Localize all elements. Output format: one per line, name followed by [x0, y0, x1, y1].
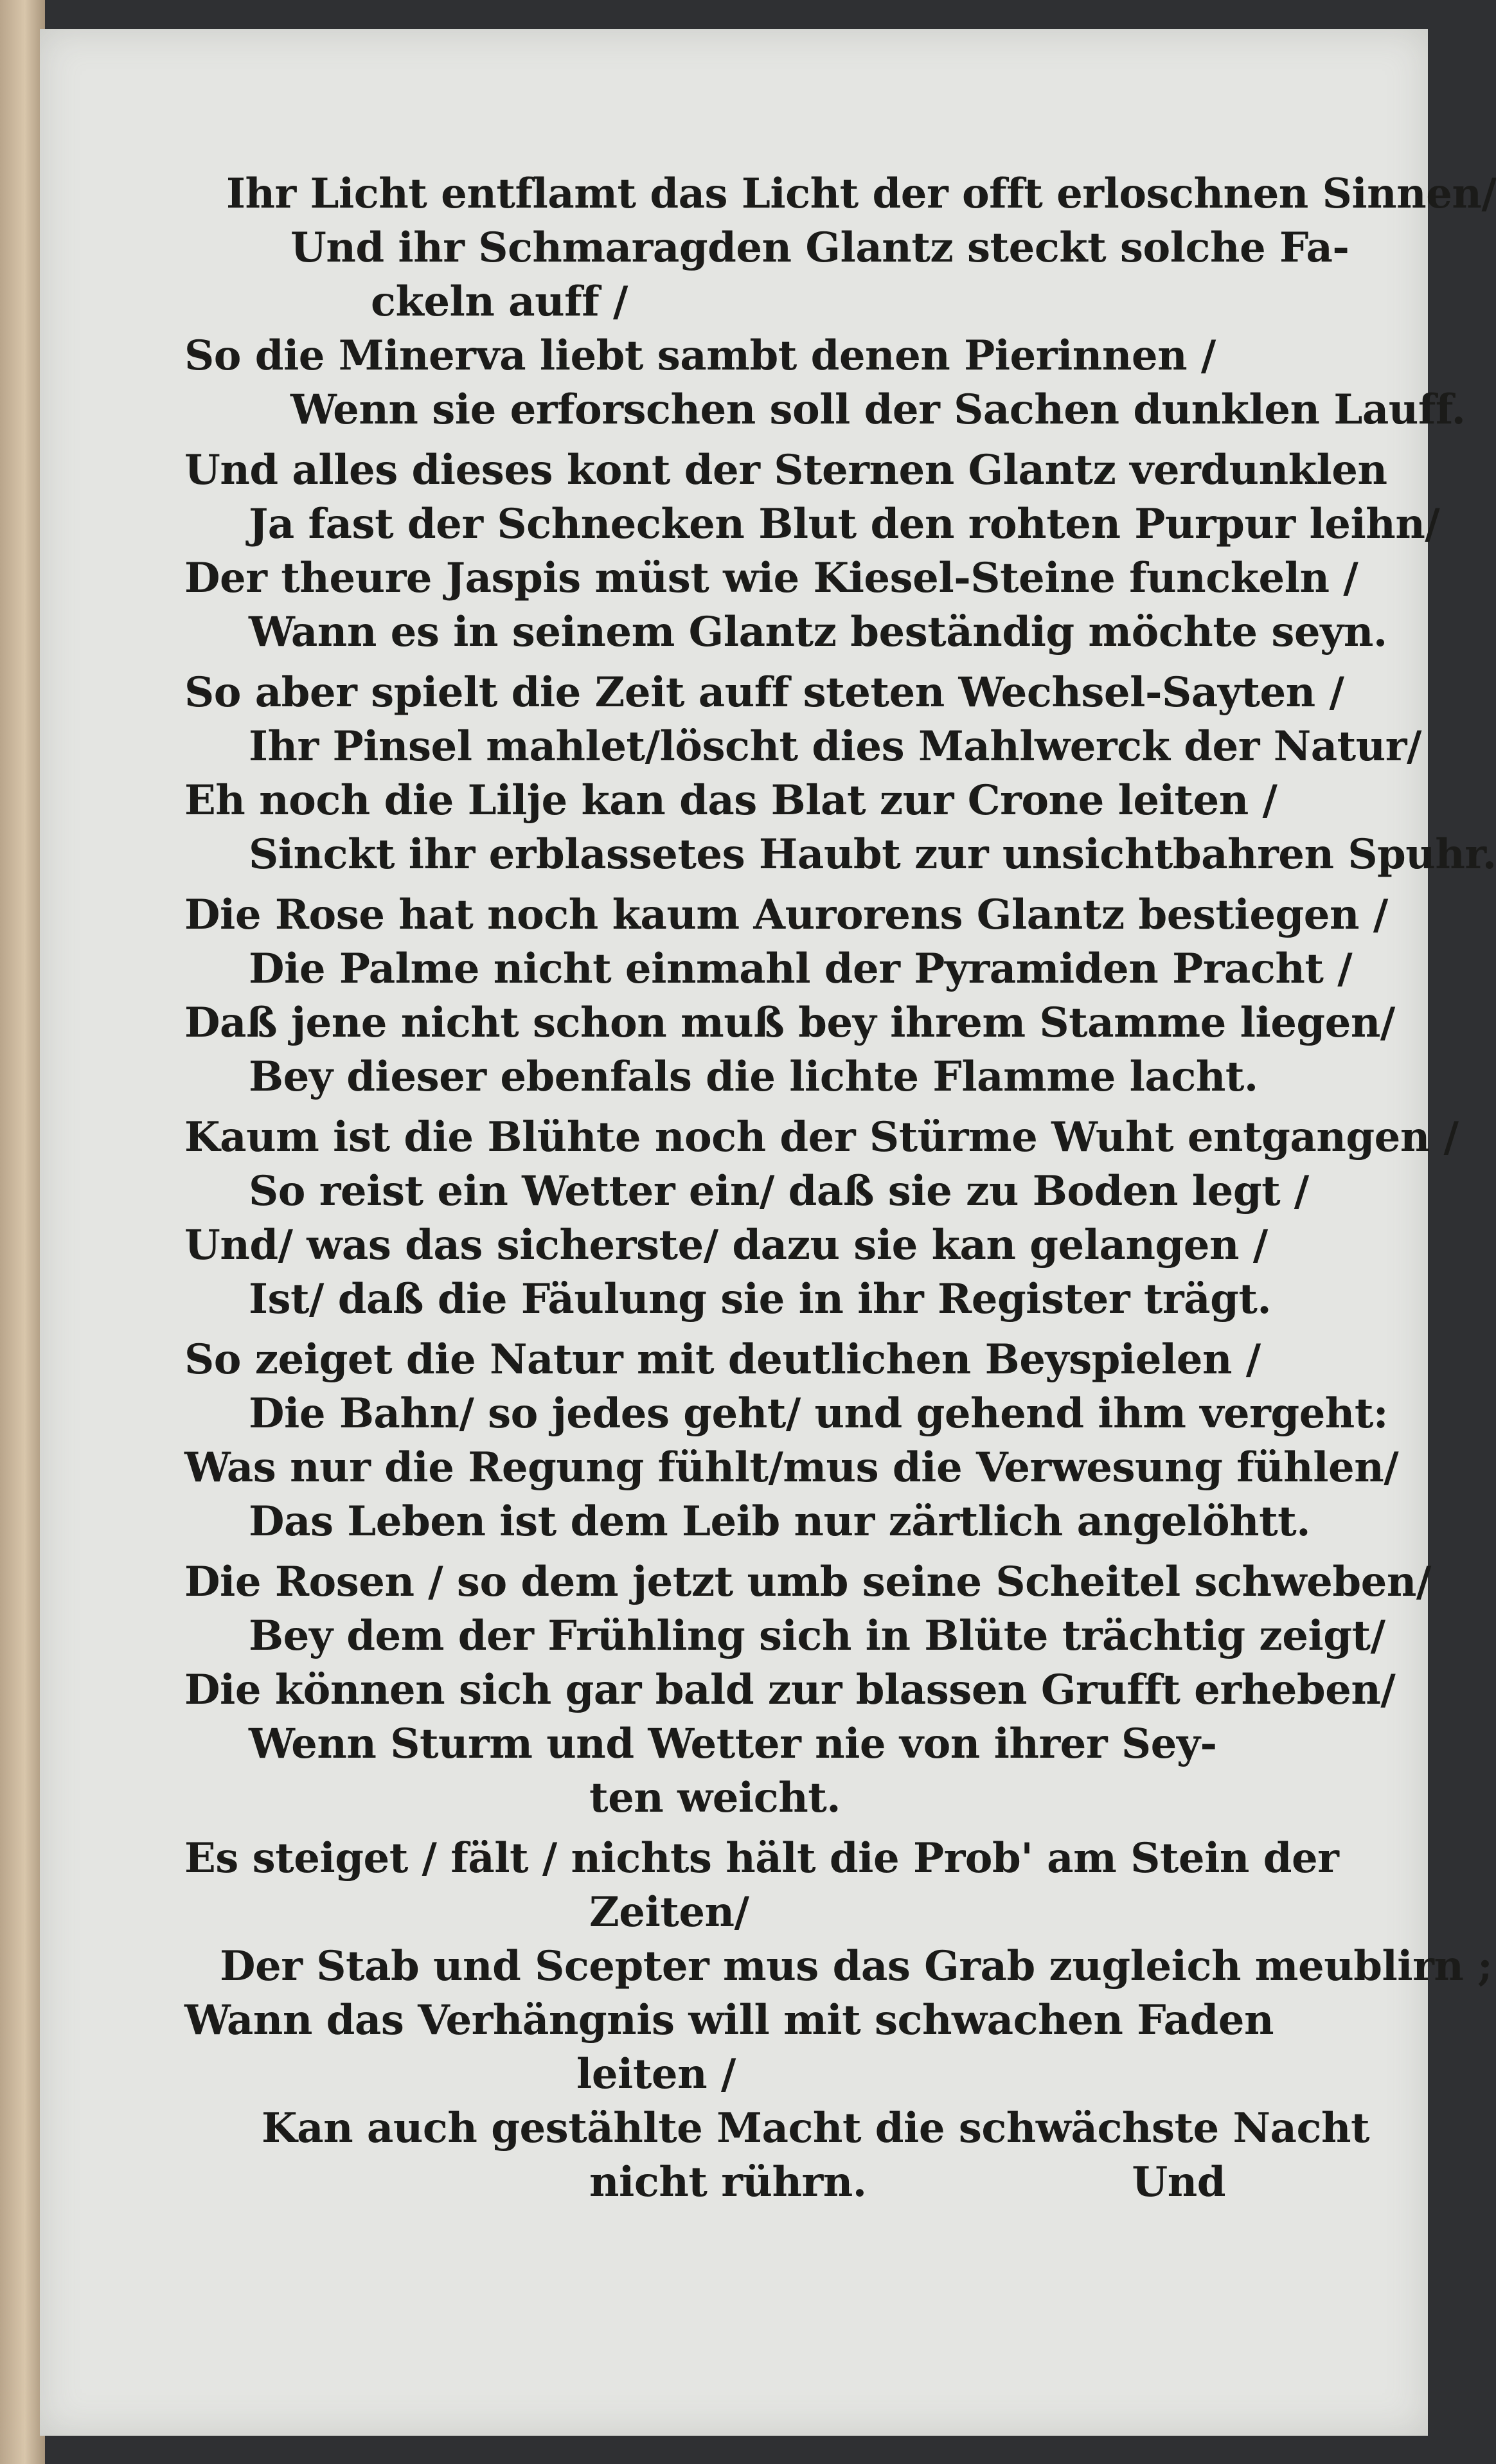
poem-line: Der theure Jaspis müst wie Kiesel-Steine funckeln / — [184, 554, 1358, 602]
poem-line: So zeiget die Natur mit deutlichen Beyspielen / — [184, 1335, 1261, 1384]
poem-line: ten weicht. — [589, 1774, 841, 1822]
poem-line: leiten / — [576, 2050, 736, 2098]
poem-line: Wann es in seinem Glantz beständig möchte seyn. — [249, 608, 1387, 656]
poem-line: Die Rosen / so dem jetzt umb seine Scheitel schweben/ — [184, 1558, 1431, 1606]
poem-line: Und alles dieses kont der Sternen Glantz verdunklen — [184, 446, 1387, 494]
poem-line: Wenn Sturm und Wetter nie von ihrer Sey- — [249, 1720, 1217, 1768]
poem-line: Die Palme nicht einmahl der Pyramiden Pracht / — [249, 945, 1353, 993]
poem-line: Und ihr Schmaragden Glantz steckt solche Fa- — [290, 224, 1349, 272]
stanza-4 — [184, 888, 1395, 1104]
book-binding-edge — [0, 0, 45, 2464]
poem-line: Kan auch gestählte Macht die schwächste Nacht — [262, 2104, 1370, 2152]
poem-line: Eh noch die Lilje kan das Blat zur Crone leiten / — [184, 776, 1278, 825]
poem-line: Ihr Licht entflamt das Licht der offt erloschnen Sinnen/ — [226, 170, 1496, 218]
poem-line: Kaum ist die Blühte noch der Stürme Wuht entgangen / — [184, 1113, 1459, 1161]
poem-line: Wenn sie erforschen soll der Sachen dunklen Lauff. — [290, 386, 1466, 434]
poem-line: ckeln auff / — [371, 278, 628, 326]
stanza-3 — [184, 666, 1496, 882]
poem-line: Daß jene nicht schon muß bey ihrem Stamme liegen/ — [184, 999, 1395, 1047]
poem-line: Das Leben ist dem Leib nur zärtlich angelöhtt. — [249, 1497, 1310, 1546]
poem-line: So aber spielt die Zeit auff steten Wechsel-Sayten / — [184, 668, 1344, 717]
poem-line: Die können sich gar bald zur blassen Grufft erheben/ — [184, 1666, 1396, 1714]
poem-line: Ihr Pinsel mahlet/löscht dies Mahlwerck der Natur/ — [249, 722, 1421, 771]
poem-line: Es steiget / fält / nichts hält die Prob' am Stein der — [184, 1834, 1339, 1882]
poem-line: So die Minerva liebt sambt denen Pierinnen / — [184, 332, 1216, 380]
stanza-8 — [184, 1832, 1493, 2210]
poem-line: nicht rührn. — [589, 2158, 867, 2206]
catchword: Und — [1132, 2158, 1225, 2206]
poem-line: Wann das Verhängnis will mit schwachen Faden — [184, 1996, 1274, 2044]
poem-text — [184, 167, 1496, 2216]
poem-line: Ja fast der Schnecken Blut den rohten Purpur leihn/ — [249, 500, 1440, 548]
poem-line: Bey dem der Frühling sich in Blüte trächtig zeigt/ — [249, 1612, 1385, 1660]
final-line-row — [184, 2156, 1335, 2210]
poem-line: Und/ was das sicherste/ dazu sie kan gelangen / — [184, 1221, 1268, 1269]
poem-line: Bey dieser ebenfals die lichte Flamme lacht. — [249, 1053, 1258, 1101]
poem-line: Was nur die Regung fühlt/mus die Verwesung fühlen/ — [184, 1443, 1399, 1492]
poem-line: Der Stab und Scepter mus das Grab zugleich meublirn ; — [220, 1942, 1493, 1990]
stanza-5 — [184, 1111, 1459, 1326]
book-page — [40, 29, 1496, 2436]
poem-line: Die Rose hat noch kaum Aurorens Glantz bestiegen / — [184, 891, 1388, 939]
stanza-7 — [184, 1555, 1431, 1825]
stanza-2 — [184, 443, 1440, 659]
poem-line: Die Bahn/ so jedes geht/ und gehend ihm vergeht: — [249, 1389, 1388, 1438]
poem-line: So reist ein Wetter ein/ daß sie zu Boden legt / — [249, 1167, 1309, 1215]
poem-line: Ist/ daß die Fäulung sie in ihr Register trägt. — [249, 1275, 1272, 1323]
stanza-6 — [184, 1333, 1399, 1549]
stanza-1 — [184, 167, 1496, 437]
poem-line: Sinckt ihr erblassetes Haubt zur unsichtbahren Spuhr. — [249, 830, 1496, 879]
poem-line: Zeiten/ — [589, 1888, 749, 1936]
